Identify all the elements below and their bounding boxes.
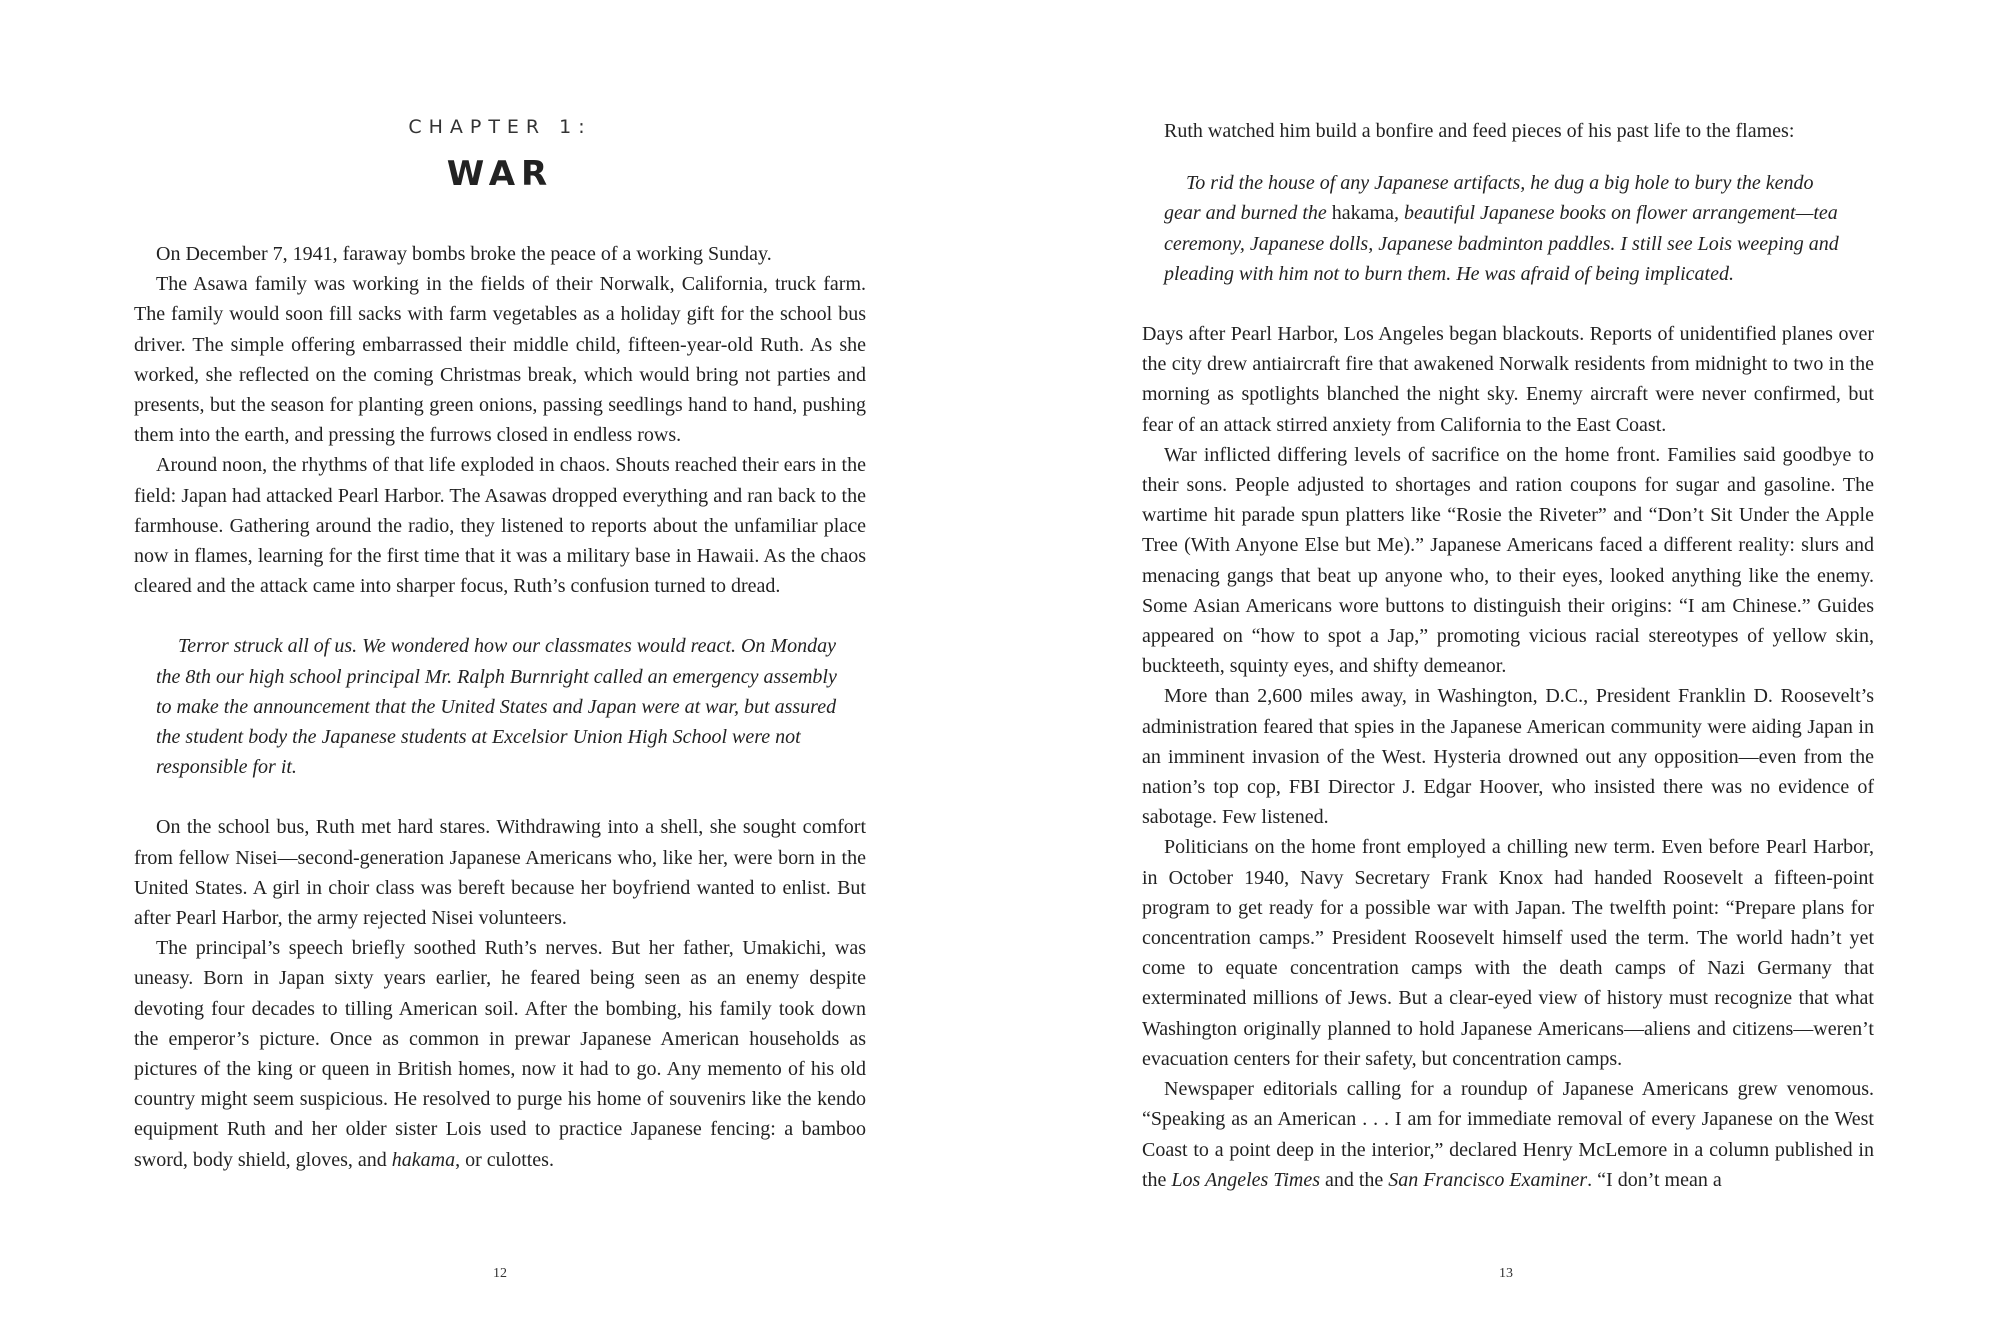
right-page (1000, 0, 2000, 1333)
paragraph (134, 933, 866, 1175)
paragraph: Around noon, the rhythms of that life exploded in chaos. Shouts reached their ears in the field: Japan had attacked Pearl Harbor. The Asawas dropped everything and ran back to the farmhouse. Gathering around the radio, they listened to reports about the unfamiliar place now in flames, learning for the first time that it was a military base in Hawaii. As the chaos cleared and the attack came into sharper focus, Ruth’s confusion turned to dread. (134, 454, 866, 598)
paragraph: The Asawa family was working in the fields of their Norwalk, California, truck farm. The family would soon fill sacks with farm vegetables as a holiday gift for the school bus driver. The simple offering embarrassed their middle child, fifteen-year-old Ruth. As she worked, she reflected on the coming Christmas break, which would bring not parties and presents, but the season for planting green onions, passing seedlings hand to hand, pushing them into the earth, and pressing the furrows closed in endless rows. (134, 273, 866, 447)
paragraph: Days after Pearl Harbor, Los Angeles began blackouts. Reports of unidentified planes over the city drew antiaircraft fire that awakened Norwalk residents from midnight to two in the morning as spotlights blanched the night sky. Enemy aircraft were never confirmed, but fear of an attack stirred anxiety from California to the East Coast. (1142, 323, 1874, 436)
roman-term: hakama (1331, 202, 1394, 225)
italic-title: San Francisco Examiner (1388, 1168, 1588, 1191)
quote-text (1164, 168, 1854, 289)
paragraph (1142, 1074, 1874, 1195)
paragraph: On the school bus, Ruth met hard stares. Withdrawing into a shell, she sought comfort from fellow Nisei—second-generation Japanese Americans who, like her, were born in the United States. A girl in choir class was bereft because her boyfriend wanted to enlist. But after Pearl Harbor, the army rejected Nisei volunteers. (134, 816, 866, 930)
italic-term: hakama (391, 1148, 456, 1171)
quote-text-part: , beautiful Japanese books on flower arrangement—tea ceremony, Japanese dolls, Japanese badminton paddles. I still see Lois weeping and pleading with him not to burn them. He was afraid of being implicated. (1164, 202, 1839, 285)
paragraph-text: . “I don’t mean a (1587, 1168, 1722, 1191)
chapter-title: WAR (446, 154, 554, 194)
paragraph: Ruth watched him build a bonfire and feed pieces of his past life to the flames: (1164, 120, 1795, 142)
paragraph: On December 7, 1941, faraway bombs broke the peace of a working Sunday. (156, 243, 772, 265)
quote-text: Terror struck all of us. We wondered how our classmates would react. On Monday the 8th our high school principal Mr. Ralph Burnright called an emergency assembly to make the announcement that the United States and Japan were at war, but assured the student body the Japanese students at Excelsior Union High School were not responsible for it. (156, 635, 837, 779)
block-quote (1164, 168, 1854, 289)
paragraph-text: Newspaper editorials calling for a roundup of Japanese Americans grew venomous. “Speaking as an American . . . I am for immediate removal of every Japanese on the West Coast to a point deep in the interior,” declared Henry McLemore in a column published in the (1142, 1078, 1874, 1191)
page-number: 13 (1499, 1266, 1513, 1281)
italic-title: Los Angeles Times (1171, 1168, 1320, 1191)
page-number: 12 (493, 1266, 507, 1281)
paragraph-text: The principal’s speech briefly soothed Ruth’s nerves. But her father, Umakichi, was uneasy. Born in Japan sixty years earlier, he feared being seen as an enemy despite devoting four decades to tilling American soil. After the bombing, his family took down the emperor’s picture. Once as common in prewar Japanese American households as pictures of the king or queen in British homes, now it had to go. Any memento of his old country might seem suspicious. He resolved to purge his home of souvenirs like the kendo equipment Ruth and her older sister Lois used to practice Japanese fencing: a bamboo sword, body shield, gloves, and (134, 937, 866, 1171)
right-page-body (1142, 116, 1874, 1195)
left-page-body (134, 239, 866, 1175)
paragraph: More than 2,600 miles away, in Washington, D.C., President Franklin D. Roosevelt’s administration feared that spies in the Japanese American community were aiding Japan in an imminent invasion of the West. Hysteria drowned out any opposition—even from the nation’s top cop, FBI Director J. Edgar Hoover, who insisted there was no evidence of sabotage. Few listened. (1142, 685, 1874, 829)
paragraph-text: and the (1319, 1168, 1389, 1191)
paragraph: Politicians on the home front employed a chilling new term. Even before Pearl Harbor, in October 1940, Navy Secretary Frank Knox had handed Roosevelt a fifteen-point program to get ready for a possible war with Japan. The twelfth point: “Prepare plans for concentration camps.” President Roosevelt himself used the term. The world hadn’t yet come to equate concentration camps with the death camps of Nazi Germany that exterminated millions of Jews. But a clear-eyed view of history must recognize that what Washington originally planned to hold Japanese Americans—aliens and citizens—weren’t evacuation centers for their safety, but concentration camps. (1142, 836, 1874, 1070)
paragraph-text: , or culottes. (455, 1148, 554, 1171)
block-quote (156, 631, 846, 782)
paragraph: War inflicted differing levels of sacrifice on the home front. Families said goodbye to their sons. People adjusted to shortages and ration coupons for sugar and gasoline. The wartime hit parade spun platters like “Rosie the Riveter” and “Don’t Sit Under the Apple Tree (With Anyone Else but Me).” Japanese Americans faced a different reality: slurs and menacing gangs that beat up anyone who, to their eyes, looked anything like the enemy. Some Asian Americans wore buttons to distinguish their origins: “I am Chinese.” Guides appeared on “how to spot a Jap,” promoting vicious racial stereotypes of yellow skin, buckteeth, squinty eyes, and shifty demeanor. (1142, 443, 1874, 678)
quote-text-part: To rid the house of any Japanese artifacts, he dug a big hole to bury the kendo gear and burned the (1164, 172, 1814, 225)
chapter-label: CHAPTER 1: (408, 116, 592, 138)
